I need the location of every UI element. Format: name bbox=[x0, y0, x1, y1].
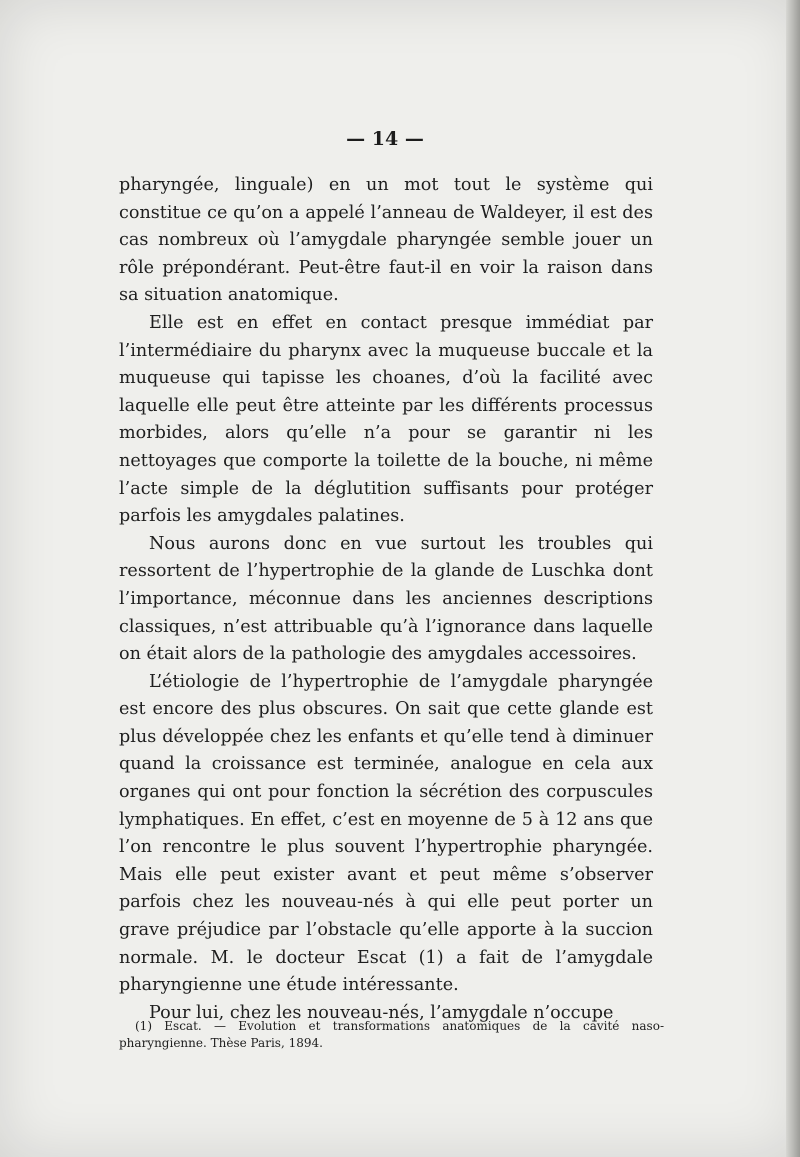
page-edge-shadow bbox=[786, 0, 800, 1157]
page-number: — 14 — bbox=[346, 128, 424, 150]
paragraph-2: Elle est en effet en contact presque immédiat par l’intermédiaire du pharynx avec la muqueuse buccale et la muqueuse qui tapisse les choanes, d’où la facilité avec laquelle elle peut être atteinte par les différents processus morbides, alors qu’elle n’a pour se garantir ni les nettoyages que comporte la toilette de la bouche, ni même l’acte simple de la déglutition suffisants pour protéger parfois les amygdales palatines. bbox=[119, 312, 653, 527]
body-text bbox=[119, 172, 653, 1027]
footnote: (1) Escat. — Evolution et transformations anatomiques de la cavité naso-pharyngienne. Thèse Paris, 1894. bbox=[119, 1019, 664, 1050]
paragraph-4: L’étiologie de l’hypertrophie de l’amygdale pharyngée est encore des plus obscures. On sait que cette glande est plus développée chez les enfants et qu’elle tend à diminuer quand la croissance est terminée, analogue en cela aux organes qui ont pour fonction la sécrétion des corpuscules lymphatiques. En effet, c’est en moyenne de 5 à 12 ans que l’on rencontre le plus souvent l’hypertrophie pharyngée. Mais elle peut exister avant et peut même s’observer parfois chez les nouveau-nés à qui elle peut porter un grave préjudice par l’obstacle qu’elle apporte à la succion normale. M. le docteur Escat (1) a fait de l’amygdale pharyngienne une étude intéressante. bbox=[119, 671, 653, 996]
paragraph-1: pharyngée, linguale) en un mot tout le système qui constitue ce qu’on a appelé l’anneau de Waldeyer, il est des cas nombreux où l’amygdale pharyngée semble jouer un rôle prépondérant. Peut-être faut-il en voir la raison dans sa situation anatomique. bbox=[119, 175, 653, 306]
paragraph-5: Pour lui, chez les nouveau-nés, l’amygdale n’occupe bbox=[149, 1002, 614, 1023]
paragraph-3: Nous aurons donc en vue surtout les troubles qui ressortent de l’hypertrophie de la glande de Luschka dont l’importance, méconnue dans les anciennes descriptions classiques, n’est attribuable qu’à l’ignorance dans laquelle on était alors de la pathologie des amygdales accessoires. bbox=[119, 533, 653, 665]
